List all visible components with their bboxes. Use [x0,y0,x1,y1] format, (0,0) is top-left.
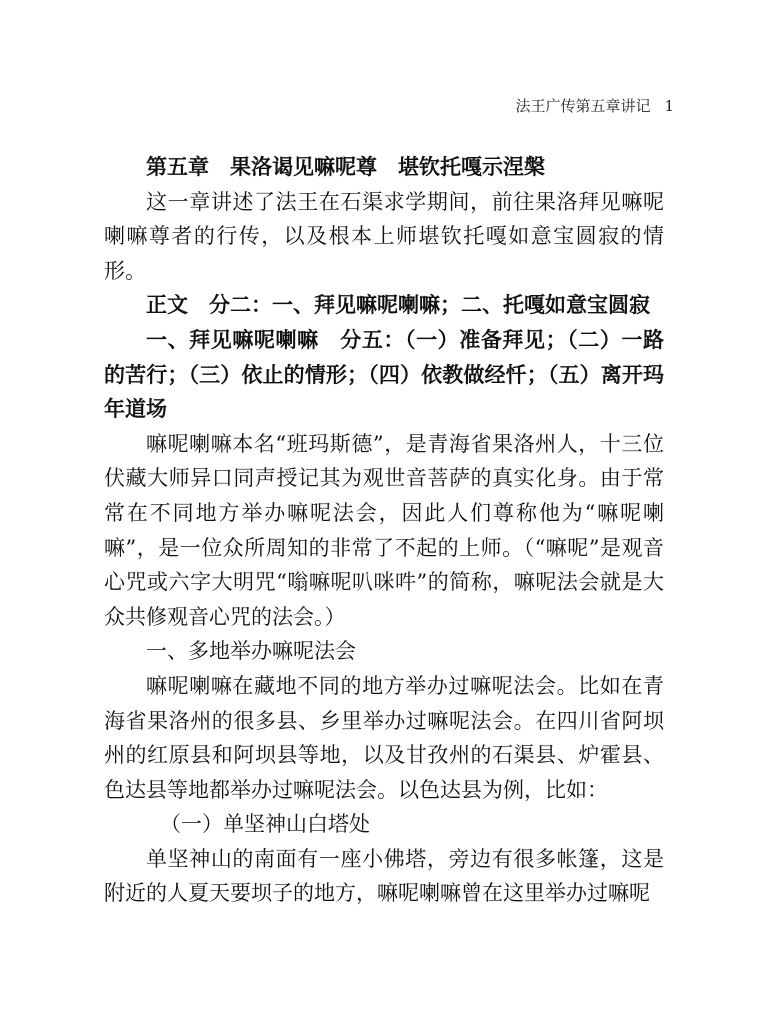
main-text-outline [104,288,664,323]
manilama-intro-paragraph: 嘛呢喇嘛本名“班玛斯德”，是青海省果洛州人，十三位伏藏大师异口同声授记其为观世音菩萨的真实化身。由于常常在不同地方举办嘛呢法会，因此人们尊称他为“嘛呢喇嘛”，是一位众所周知的非常了不起的上师。（“嘛呢”是观音心咒或六字大明咒“嗡嘛呢叭咪吽”的简称，嘛呢法会就是大众共修观音心咒的法会。） [104,431,664,629]
places-paragraph: 嘛呢喇嘛在藏地不同的地方举办过嘛呢法会。比如在青海省果洛州的很多县、乡里举办过嘛呢法会。在四川省阿坝州的红原县和阿坝县等地，以及甘孜州的石渠县、炉霍县、色达县等地都举办过嘛呢法会。以色达县为例，比如： [104,673,664,802]
outline-label: 正文 [146,292,188,318]
running-title: 法王广传第五章讲记 [515,97,651,115]
chapter-subtitle: 堪钦托嘎示涅槃 [398,154,545,179]
running-header [515,96,674,116]
page-number: 1 [664,97,674,115]
intro-paragraph: 这一章讲述了法王在石渠求学期间，前往果洛拜见嘛呢喇嘛尊者的行传，以及根本上师堪钦托嘎如意宝圆寂的情形。 [104,189,664,283]
subheading-multiple-places: 一、多地举办嘛呢法会 [146,639,356,664]
chapter-title-main: 果洛谒见嘛呢尊 [230,154,377,179]
chapter-number: 第五章 [146,154,209,179]
section1-heading: 一、拜见嘛呢喇嘛 [146,326,319,352]
section1-outline-text: 分五：（一）准备拜见；（二）一路的苦行；（三）依止的情形；（四）依教做经忏；（五）离开玛年道场 [104,326,665,422]
chapter-title [104,150,664,185]
subheading-white-stupa: （一）单坚神山白塔处 [160,812,370,837]
stupa-paragraph: 单坚神山的南面有一座小佛塔，旁边有很多帐篷，这是附近的人夏天要坝子的地方，嘛呢喇嘛曾在这里举办过嘛呢 [104,846,664,906]
page-body [104,150,664,911]
section1-outline [104,323,664,427]
outline-text: 分二：一、拜见嘛呢喇嘛；二、托嘎如意宝圆寂 [209,292,650,318]
